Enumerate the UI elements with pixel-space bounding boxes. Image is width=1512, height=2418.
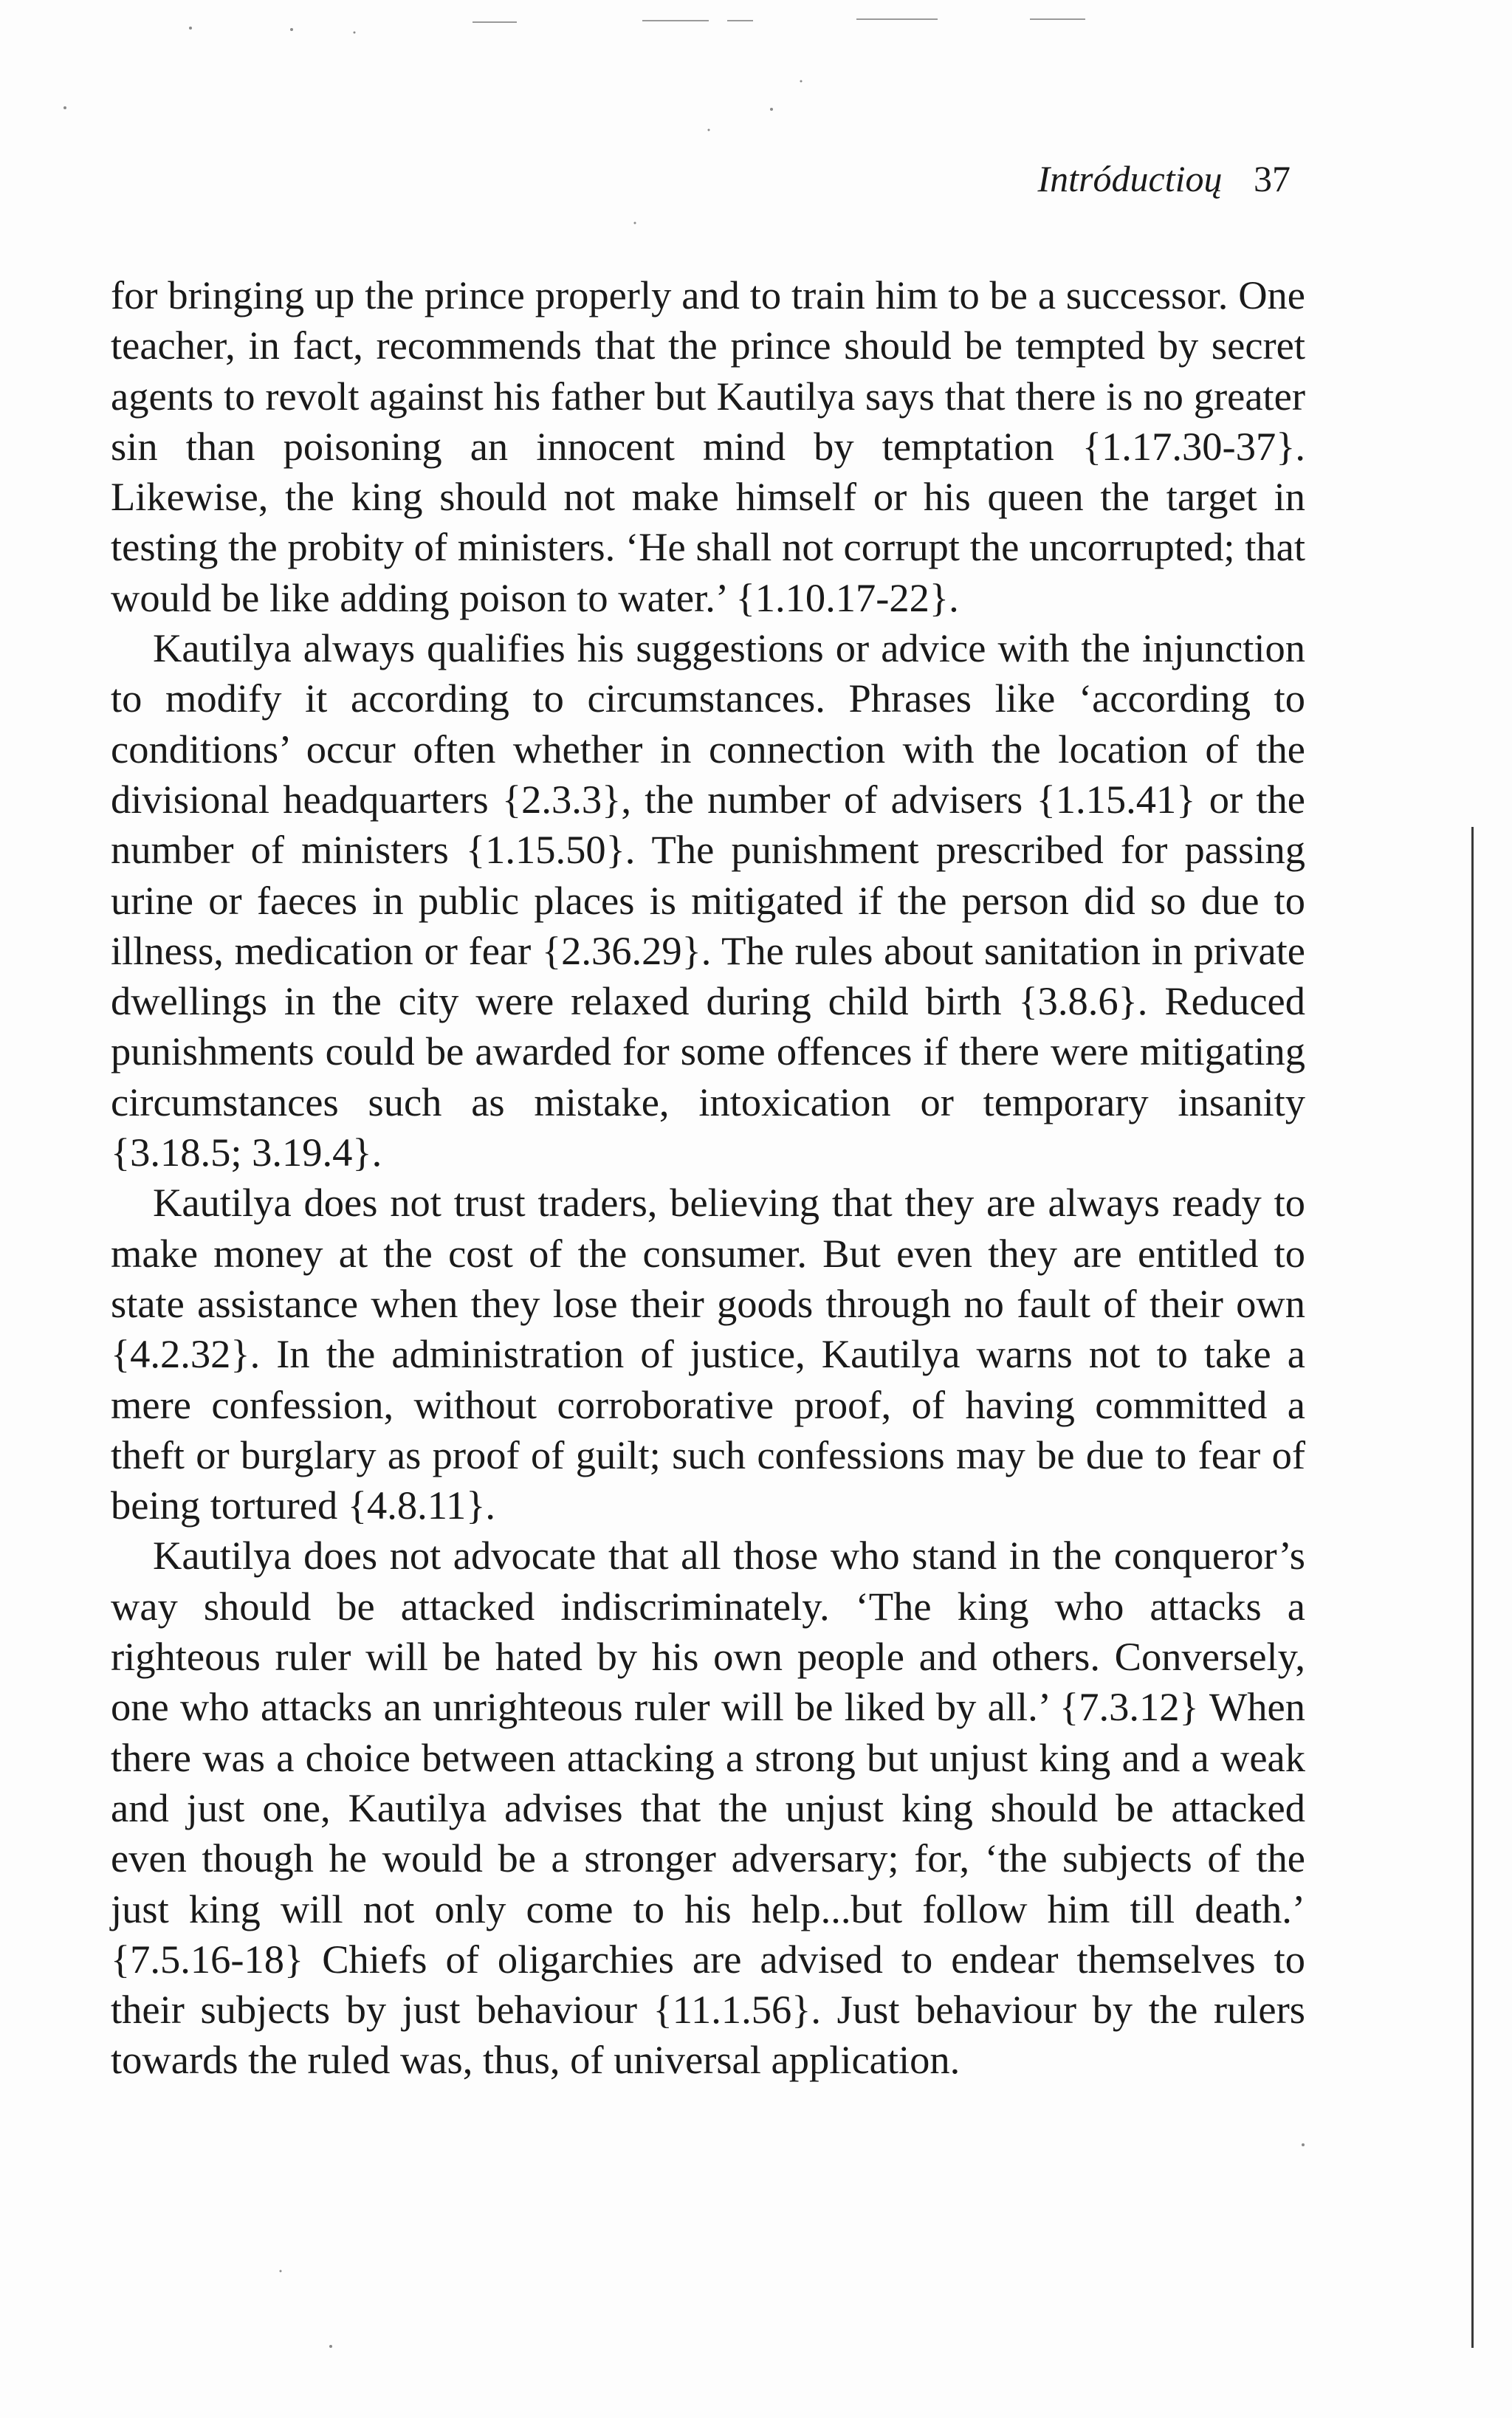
running-head xyxy=(1038,157,1291,201)
paragraph-2: Kautilya always qualifies his suggestions or advice with the injunction to modify it according to circumstances. Phrases like ‘according to conditions’ occur often whether in connection with the location of the divisional headquarters {2.3.3}, the number of advisers {1.15.41} or the number of ministers {1.15.50}. The punishment prescribed for passing urine or faeces in public places is mitigated if the person did so due to illness, medication or fear {2.36.29}. The rules about sanitation in private dwellings in the city were relaxed during child birth {3.8.6}. Reduced punishments could be awarded for some offences if there were mitigating circumstances such as mistake, intoxication or temporary insanity {3.18.5; 3.19.4}. xyxy=(111,625,1305,1175)
paragraph-1: for bringing up the prince properly and to train him to be a successor. One teacher, in fact, recommends that the prince should be tempted by secret agents to revolt against his father but Kautilya says that there is no greater sin than poisoning an innocent mind by temptation {1.17.30-37}. Likewise, the king should not make himself or his queen the target in testing the probity of ministers. ‘He shall not corrupt the uncorrupted; that would be like adding poison to water.’ {1.10.17-22}. xyxy=(111,272,1305,620)
page-number: 37 xyxy=(1254,158,1291,199)
body-text xyxy=(111,270,1305,2086)
paragraph-4: Kautilya does not advocate that all those who stand in the conqueror’s way should be attacked indiscriminately. ‘The king who attacks a righteous ruler will be hated by his own people and others. Conversely, one who attacks an unrighteous ruler will be liked by all.’ {7.3.12} When there was a choice between attacking a strong but unjust king and a weak and just one, Kautilya advises that the unjust king should be attacked even though he would be a stronger adversary; for, ‘the subjects of the just king will not only come to his help...but follow him till death.’ {7.5.16-18} Chiefs of oligarchies are advised to endear themselves to their subjects by just behaviour {11.1.56}. Just behaviour by the rulers towards the ruled was, thus, of universal application. xyxy=(111,1533,1305,2083)
paragraph-3: Kautilya does not trust traders, believing that they are always ready to make money at the cost of the consumer. But even they are entitled to state assistance when they lose their goods through no fault of their own {4.2.32}. In the administration of justice, Kautilya warns not to take a mere confession, without corroborative proof, of having committed a theft or burglary as proof of guilt; such confessions may be due to fear of being tortured {4.8.11}. xyxy=(111,1180,1305,1528)
scan-margin-line xyxy=(1471,827,1474,2348)
running-head-title: Intróductioų xyxy=(1037,158,1223,199)
